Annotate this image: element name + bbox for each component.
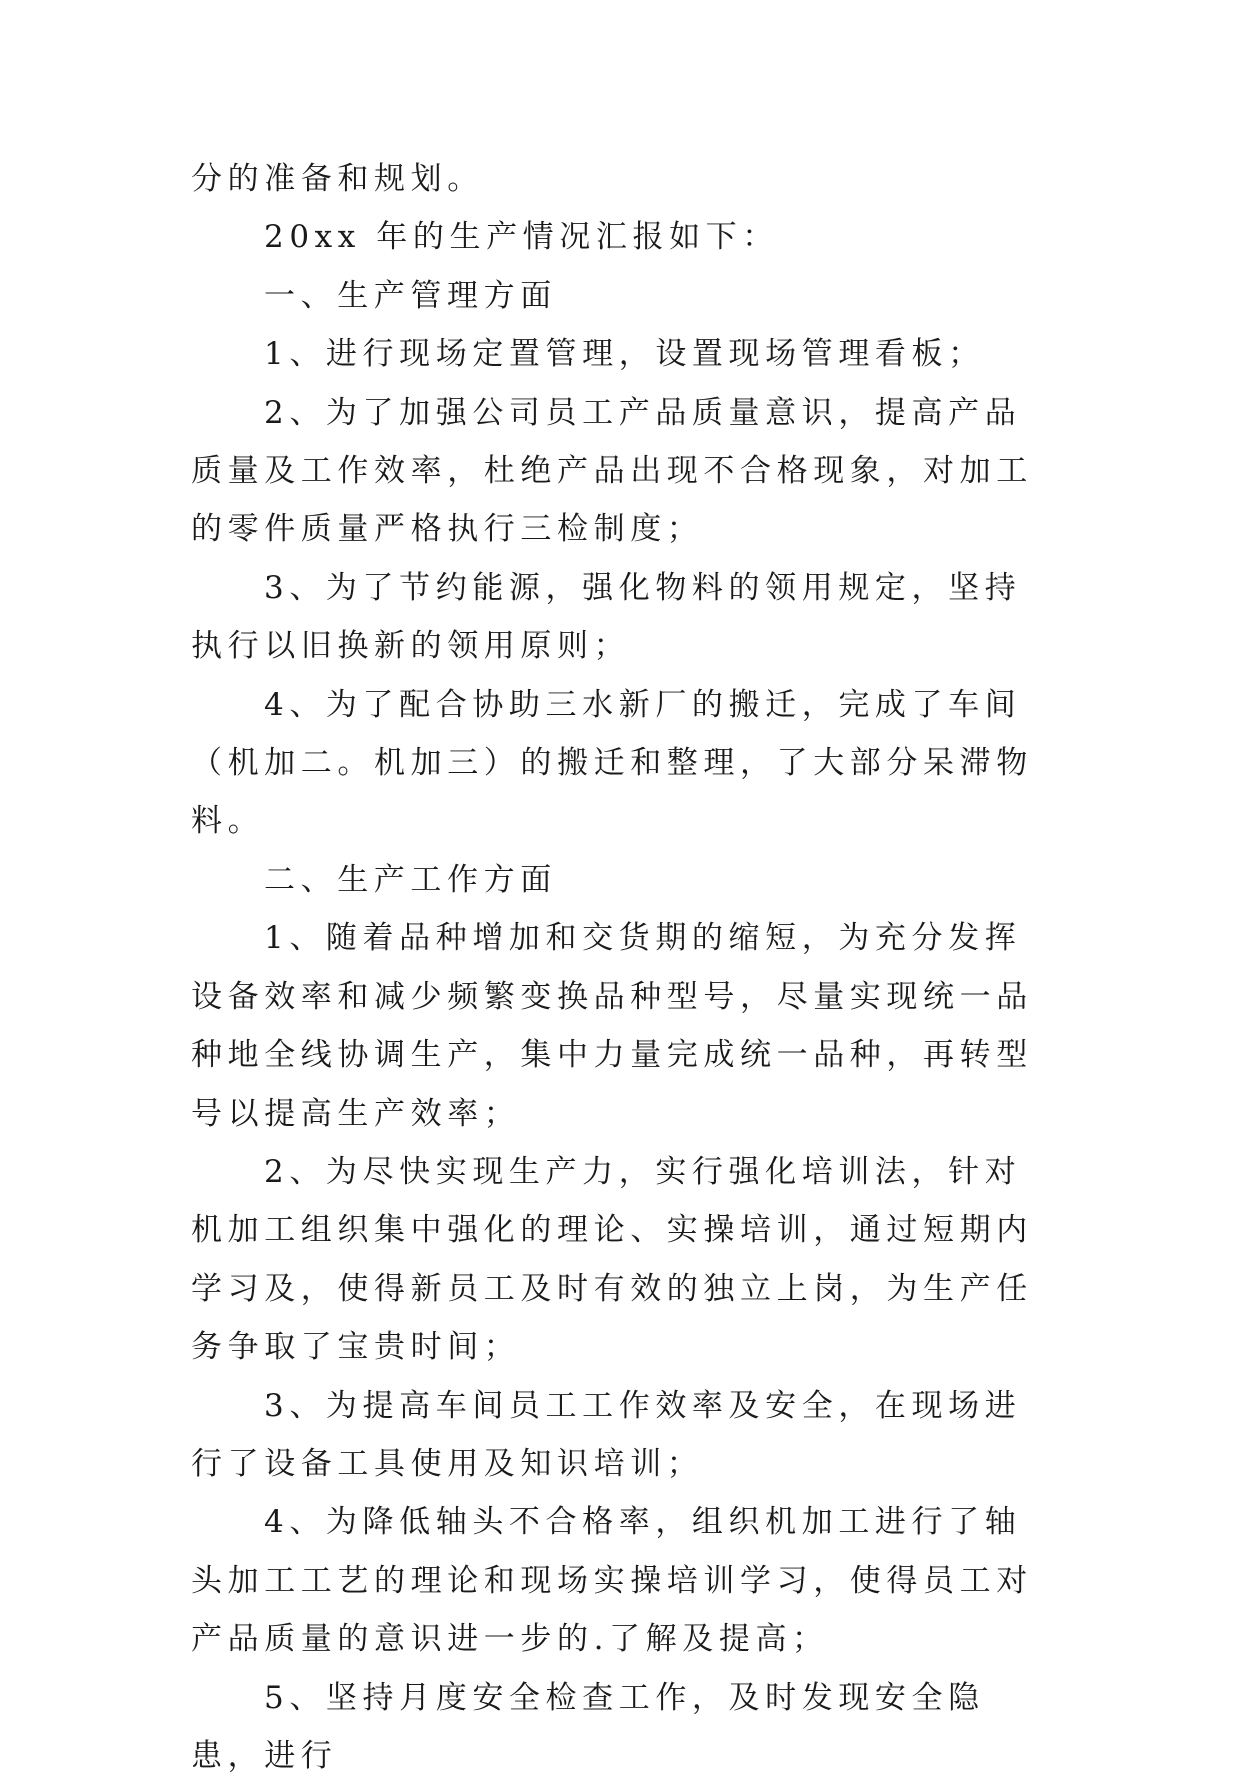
section-heading-production-work: 二、生产工作方面 — [264, 861, 557, 898]
list-item-management-3: 3、为了节约能源，强化物料的领用规定，坚持执行以旧换新的领用原则； — [191, 569, 1022, 665]
list-item-management-1: 1、进行现场定置管理，设置现场管理看板； — [264, 336, 985, 373]
list-item-work-1: 1、随着品种增加和交货期的缩短，为充分发挥设备效率和减少频繁变换品种型号，尽量实现统一品种地全线协调生产，集中力量完成统一品种，再转型号以提高生产效率； — [191, 920, 1033, 1132]
list-item-work-4: 4、为降低轴头不合格率，组织机加工进行了轴头加工工艺的理论和现场实操培训学习，使得员工对产品质量的意识进一步的.了解及提高； — [191, 1504, 1033, 1658]
list-item-work-3: 3、为提高车间员工工作效率及安全，在现场进行了设备工具使用及知识培训； — [191, 1387, 1022, 1482]
document-body — [191, 150, 1051, 1785]
list-item-management-4: 4、为了配合协助三水新厂的搬迁，完成了车间（机加二。机加三）的搬迁和整理，了大部分呆滞物料。 — [191, 686, 1033, 840]
paragraph-report-intro: 20xx 年的生产情况汇报如下： — [264, 219, 779, 256]
list-item-work-5: 5、坚持月度安全检查工作，及时发现安全隐患，进行 — [191, 1679, 985, 1774]
paragraph-continuation: 分的准备和规划。 — [191, 161, 484, 197]
section-heading-production-management: 一、生产管理方面 — [264, 277, 557, 314]
list-item-work-2: 2、为尽快实现生产力，实行强化培训法，针对机加工组织集中强化的理论、实操培训，通过短期内学习及，使得新员工及时有效的独立上岗，为生产任务争取了宝贵时间； — [191, 1153, 1033, 1366]
list-item-management-2: 2、为了加强公司员工产品质量意识，提高产品质量及工作效率，杜绝产品出现不合格现象，对加工的零件质量严格执行三检制度； — [191, 394, 1033, 548]
